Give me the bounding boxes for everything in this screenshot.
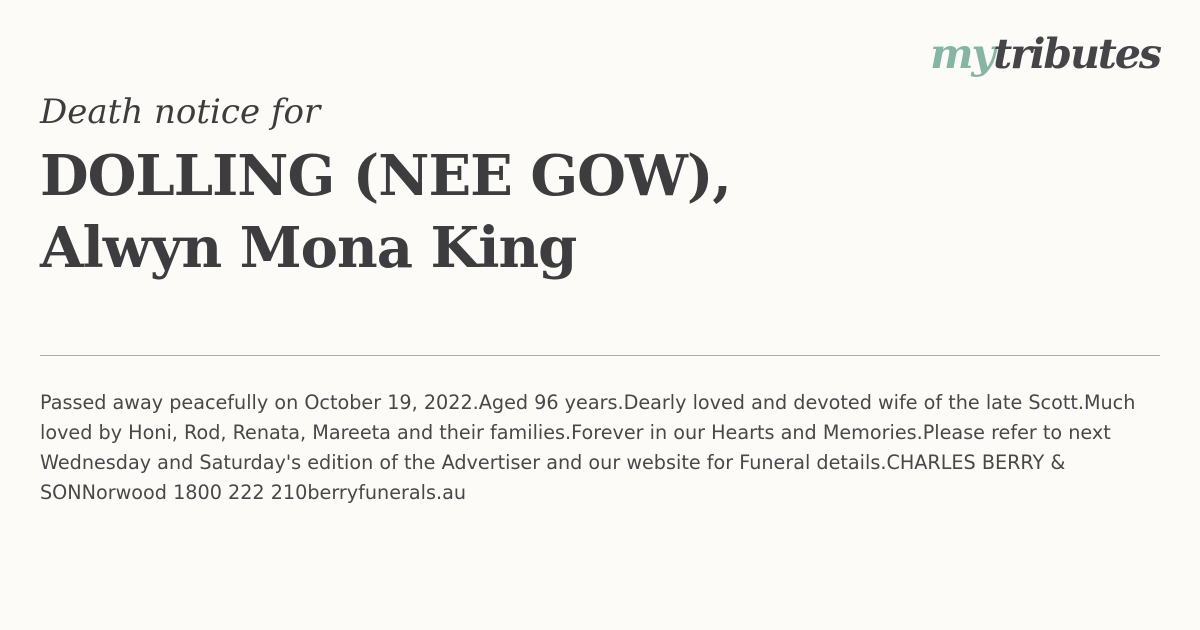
deceased-surname: DOLLING (NEE GOW), (40, 143, 731, 209)
logo-prefix: my (930, 30, 994, 78)
deceased-name (40, 140, 1040, 284)
notice-body: Passed away peacefully on October 19, 2022.Aged 96 years.Dearly loved and devoted wife of the late Scott.Much loved by Honi, Rod, Renata, Mareeta and their families.Forever in our Hearts and Memories.Please refer to next Wednesday and Saturday's edition of the Advertiser and our website for Funeral details.CHARLES BERRY & SONNorwood 1800 222 210berryfunerals.au (40, 391, 1136, 504)
mytributes-logo (930, 30, 1160, 78)
logo-suffix: tributes (993, 30, 1160, 78)
notice-subtitle: Death notice for (40, 92, 321, 132)
deceased-given-names: Alwyn Mona King (40, 215, 577, 281)
divider (40, 355, 1160, 356)
